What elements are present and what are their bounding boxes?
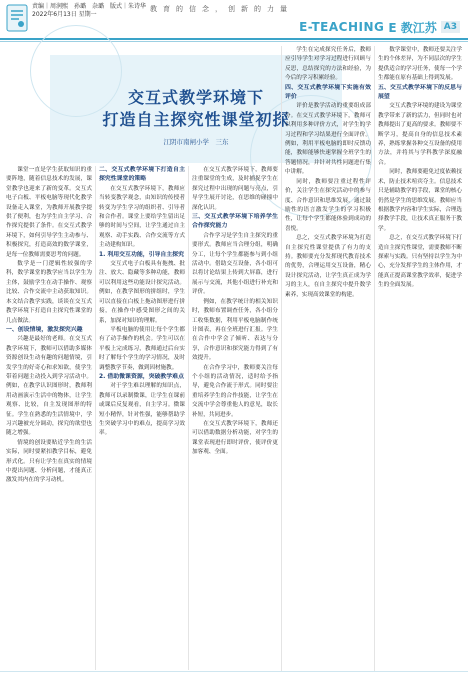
paragraph: 数学是一门逻辑性较强的学科，数学课堂的教学应当以学生为主体，鼓励学生在动手操作、观察比较、合作交流中主动获取知识。本文结合教学实践，谈谈在交互式教学环境下打造自主探究性课堂的几点做法。 (6, 261, 92, 324)
paragraph: 学生在完成探究任务后，教师应引导学生对学习过程进行回顾与反思，总结探究的方法和经验，为今后的学习积累经验。 (285, 47, 371, 82)
paragraph: 情境的创设要贴近学生的生活实际，同时要紧扣教学目标，避免形式化。只有让学生在真实的情境中提出问题、分析问题，才能真正激发其内在的学习动机。 (6, 439, 92, 484)
paragraph: 合作学习是学生自主探究的重要形式。教师应当合理分组，明确分工，让每个学生都能参与到小组活动中。借助交互设备，各小组可以将讨论结果上传到大屏幕，进行展示与交流，其他小组进行补充和评价。 (192, 232, 278, 296)
text-column-5 (378, 46, 462, 670)
paragraph: 评价是教学活动的重要组成部分。在交互式教学环境下，教师可以利用多种评价方式，对学生的学习过程和学习结果进行全面评价。例如，利用平板电脑的即时反馈功能，教师能够快速掌握全班学生的答题情况，并针对共性问题进行集中讲解。 (285, 103, 371, 176)
section-title-en: E-TEACHING (299, 20, 385, 34)
article-author: 江阴市南闸小学 三东 (163, 138, 229, 146)
header-motto: 教育的信念，创新的力量 (150, 5, 293, 13)
paragraph: 兴趣是最好的老师。在交互式教学环境下，教师可以借助多媒体资源创设生动有趣的问题情境，引发学生的好奇心和求知欲，使学生带着问题主动投入到学习活动中。例如，在教学认识图形时，教师利用动画演示生活中的物体，让学生观察、比较，自主发现图形的特征。学生在熟悉的生活情境中，学习兴趣被充分调动，探究的欲望也随之增强。 (6, 336, 92, 437)
paragraph: 在合作学习中，教师要关注每个小组的活动情况，适时给予指导，避免合作流于形式。同时要注重培养学生的合作技能，让学生在交流中学会尊重他人的意见，取长补短，共同进步。 (192, 364, 278, 418)
paragraph: 在交互式教学环境下，教师还可以借助数据分析功能，对学生的课堂表现进行即时评价，使评价更加客观、全面。 (192, 420, 278, 456)
column-divider (374, 46, 375, 672)
paragraph: 例如，在教学统计的相关知识时，教师布置调查任务，各小组分工收集数据，利用平板电脑制作统计图表，再在全班进行汇报。学生在合作中学会了倾听、表达与分享，合作意识和探究能力得到了有效提升。 (192, 298, 278, 362)
section-heading: 2. 借助微课资源，突破教学难点 (99, 373, 184, 380)
paragraph: 交互式教学环境的建设为课堂教学带来了新的活力，但同时也对教师提出了更高的要求。教师要不断学习，提高自身的信息技术素养，熟练掌握各种交互设备的使用方法，并将其与学科教学深度融合。 (378, 103, 462, 166)
section-title-cn: E 教江苏 (388, 20, 437, 35)
paragraph: 同时，教师要注重过程性评价，关注学生在探究活动中的参与度、合作意识和思维发展，通过鼓励性的语言激发学生的学习积极性，让每个学生都能体验到成功的喜悦。 (285, 178, 371, 232)
text-column-4 (285, 46, 371, 670)
text-column-3 (192, 166, 278, 670)
article-title-line1: 交互式教学环境下 (127, 88, 264, 107)
column-divider (95, 166, 96, 670)
column-divider (281, 46, 282, 672)
newspaper-logo-icon (6, 4, 28, 32)
text-column-2 (99, 166, 185, 670)
editor-info (32, 3, 146, 19)
footer-rule (0, 671, 468, 672)
section-heading: 二、交互式教学环境下打造自主探究性课堂的策略 (99, 167, 185, 183)
column-divider (188, 166, 189, 670)
paragraph: 同时，教师要避免过度依赖技术，防止技术喧宾夺主。信息技术只是辅助教学的手段，课堂的核心仍然是学生的思维发展。教师应当根据教学内容和学生实际，合理选择教学手段，让技术真正服务于教学。 (378, 169, 462, 232)
paragraph: 课堂一直是学生获取知识的重要阵地，随着信息技术的发展，课堂教学也迎来了新的变革。交互式电子白板、平板电脑等现代化教学设备走入课堂，为教师开展教学提供了便利，也为学生自主学习、合作探究提供了条件。在交互式教学环境下，如何引导学生主动参与、积极探究，打造高效的数学课堂，是每一位教师需要思考的问题。 (6, 167, 92, 258)
paragraph: 总之，在交互式教学环境下打造自主探究性课堂，需要教师不断探索与实践。只有坚持以学生为中心，充分发挥学生的主体作用，才能真正提高课堂教学效率，促进学生的全面发展。 (378, 235, 462, 289)
paragraph: 在交互式教学环境下，教师要注重课堂的生成，及时捕捉学生在探究过程中出现的问题与亮点，引导学生展开讨论，在思维的碰撞中深化认识。 (192, 167, 278, 211)
paragraph: 数学课堂中，教师还要关注学生的个体差异，为不同层次的学生提供适合的学习任务，使每一个学生都能在原有基础上得到发展。 (378, 47, 462, 82)
page-number: A3 (441, 21, 460, 33)
paragraph: 在交互式教学环境下，教师应当转变教学观念，由知识的传授者转变为学生学习的组织者、引导者和合作者。课堂上要给学生留出足够的时间与空间，让学生通过自主观察、动手实践、合作交流等方式主动建构知识。 (99, 185, 185, 249)
section-heading: 1. 利用交互功能，引导自主探究 (99, 251, 184, 258)
article-title-line2: 打造自主探究性课堂初探 (102, 110, 290, 129)
paragraph: 平板电脑的使用让每个学生都有了动手操作的机会。学生可以在平板上完成练习，教师通过后台实时了解每个学生的学习情况，及时调整教学节奏，做到因材施教。 (99, 326, 185, 371)
section-title (299, 19, 460, 35)
paragraph: 交互式电子白板具有拖拽、批注、放大、隐藏等多种功能，教师可以利用这些功能设计探究活动。例如，在教学图形的拼组时，学生可以直接在白板上拖动图形进行拼接，在操作中感受图形之间的关系，加深对知识的理解。 (99, 261, 185, 324)
paragraph: 对于学生难以理解的知识点，教师可以录制微课，让学生在课前或课后反复观看，自主学习。微课短小精悍，针对性强，能够帮助学生突破学习中的难点，提高学习效率。 (99, 383, 185, 437)
section-heading: 三、交互式教学环境下培养学生合作探究能力 (192, 214, 278, 230)
section-heading: 四、交互式教学环境下实施有效评价 (285, 84, 371, 101)
text-column-1 (6, 166, 92, 670)
section-heading: 五、交互式教学环境下的反思与展望 (378, 84, 462, 101)
section-heading: 一、创设情境，激发探究兴趣 (6, 326, 83, 333)
paragraph: 总之，交互式教学环境为打造自主探究性课堂提供了有力的支持。教师要充分发挥现代教育技术的优势，合理运用交互设备，精心设计探究活动，让学生真正成为学习的主人，在自主探究中提升数学素养，实现高效课堂的构建。 (285, 235, 371, 298)
editor-line: 责编｜周润熙 孙璐 杂璐 版式｜朱诗华 (32, 3, 147, 10)
date-line: 2022年6月13日 星期一 (32, 11, 97, 18)
